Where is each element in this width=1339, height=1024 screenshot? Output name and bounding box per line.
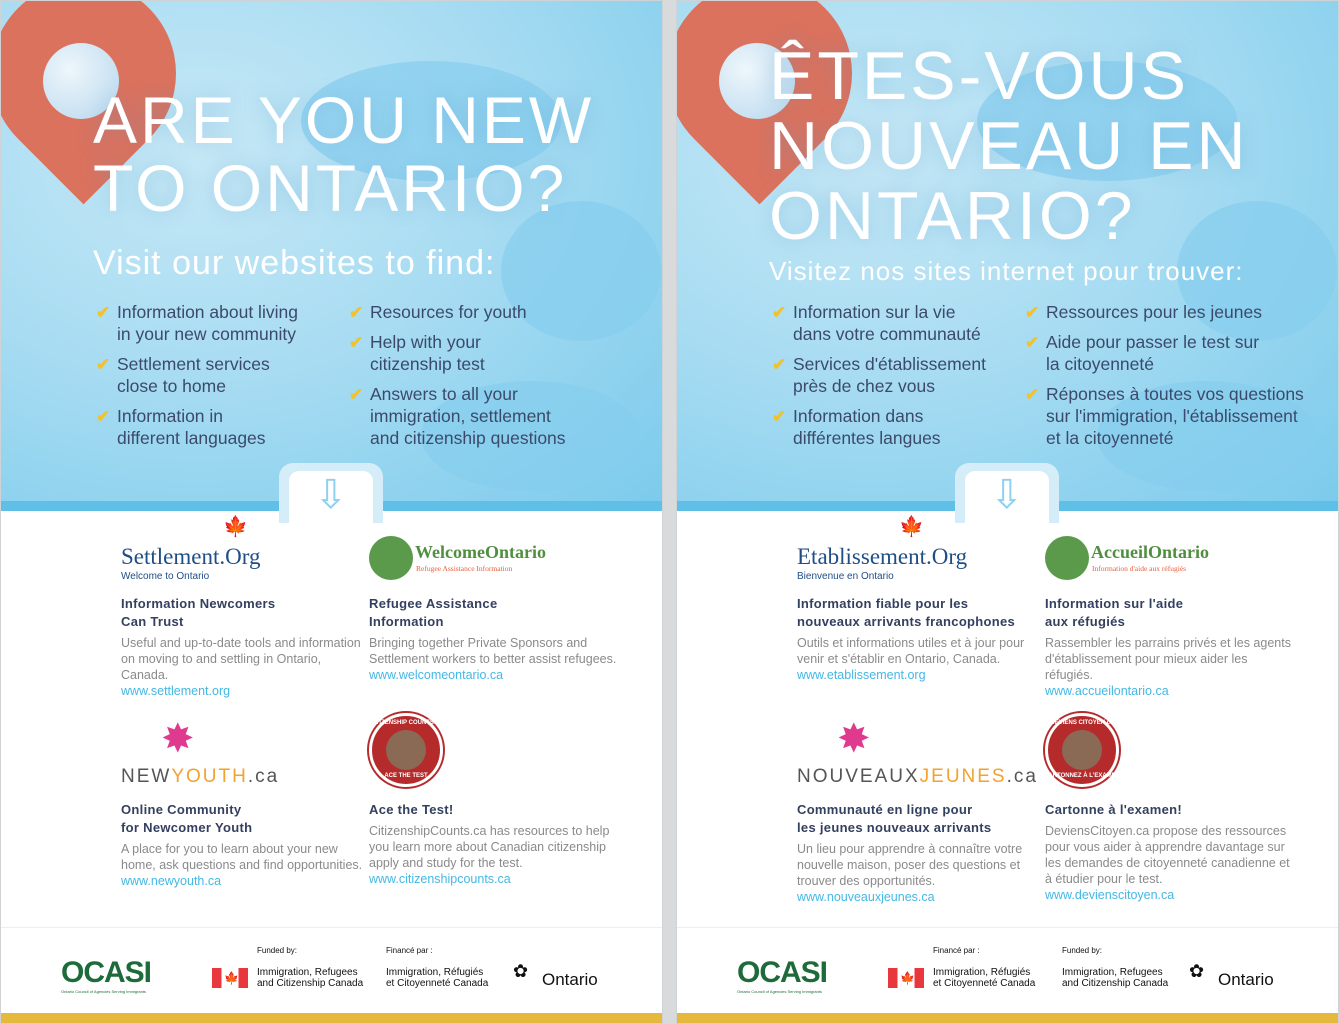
funded-label: Funded by: bbox=[1062, 946, 1103, 955]
card-citizenship bbox=[369, 721, 619, 887]
department-name: Immigration, Refugees and Citizenship Canada bbox=[1062, 967, 1169, 989]
welcome-logo: WelcomeOntario Refugee Assistance Information bbox=[369, 521, 619, 585]
ontario-logo: Ontario bbox=[542, 970, 598, 989]
ontario-map-icon bbox=[369, 536, 413, 580]
settlement-logo: 🍁 Settlement.Org Welcome to Ontario bbox=[121, 516, 261, 582]
ontario-logo: Ontario bbox=[1218, 970, 1274, 989]
youth-leaf-icon: ✸ bbox=[161, 717, 195, 761]
settlement-logo: 🍁 Etablissement.Org Bienvenue en Ontario bbox=[797, 516, 968, 582]
bullet-item: ✔ Réponses à toutes vos questions sur l'immigration, l'établissement et la citoyenneté bbox=[1025, 384, 1304, 448]
check-icon: ✔ bbox=[772, 407, 787, 426]
citizenship-badge: CITIZENSHIP COUNTS.ca ACE THE TEST bbox=[369, 721, 619, 785]
bullet-item: ✔ Services d'établissement près de chez vous bbox=[772, 354, 987, 396]
funded-label: Financé par : bbox=[386, 946, 433, 955]
card-welcome bbox=[369, 521, 619, 683]
card-link[interactable]: www.settlement.org bbox=[121, 684, 231, 698]
down-arrow-icon: ⇩ bbox=[314, 473, 348, 517]
department-name: Immigration, Réfugiés et Citoyenneté Canada bbox=[386, 967, 489, 989]
poster: ARE YOU NEW TO ONTARIO? Visit our websites to find: ✔ Information about living in your new community ✔ Settlement services close to home ✔ Information in different languages ✔ Resources for youth ✔ Help with your citizenship test ✔ Answers to all your immigration, settlement and citizenship questions ⇩ 🍁 Settlement.Org Welcome to Ontario Information Newcomers Can Trust Useful and up-to-date tools and information on moving to and settling in Ontario, Canada. www.settlement.org WelcomeOntario Refugee Assistance Information Refugee Assistance Information Bringing together Private Sponsors and Settlement workers to better assist refugees. www.welcomeontario.ca ✸ NEWYOUTH.ca Online Community for Newcomer Youth A place for you to learn about your new home, ask questions and find opportunities. www.newyouth.ca CITIZENSHIP COUNTS.ca ACE THE TEST Ace the Test! CitizenshipCounts.ca has resources to help you learn more about Canadian citizenship apply and study for the test. www.citizenshipcounts.ca OCASI Ontario Council of Agencies Serving Immigrants 🍁 Funded by: Immigration, Refugees and Citizenship Canada Financé par : Immigration, Réfugiés et Citoyenneté Canada ✿ Ontario bbox=[0, 0, 663, 1024]
card-link[interactable]: www.citizenshipcounts.ca bbox=[369, 872, 511, 886]
maple-leaf-icon: 🍁 bbox=[899, 516, 924, 538]
poster-title: ÊTES-VOUS NOUVEAU EN ONTARIO? bbox=[769, 38, 1249, 255]
check-icon: ✔ bbox=[96, 303, 111, 322]
bullet-item: ✔ Information sur la vie dans votre communauté bbox=[772, 302, 981, 344]
youth-logo: ✸ NEWYOUTH.ca bbox=[121, 717, 280, 787]
bullet-item: ✔ Resources for youth bbox=[349, 302, 527, 322]
card-link[interactable]: www.welcomeontario.ca bbox=[369, 668, 504, 682]
poster: ÊTES-VOUS NOUVEAU EN ONTARIO? Visitez nos sites internet pour trouver: ✔ Information sur la vie dans votre communauté ✔ Services d'établissement près de chez vous ✔ Information dans différentes langues ✔ Ressources pour les jeunes ✔ Aide pour passer le test sur la citoyenneté ✔ Réponses à toutes vos questions sur l'immigration, l'établissement et la citoyenneté ⇩ 🍁 Etablissement.Org Bienvenue en Ontario Information fiable pour les nouveaux arrivants francophones Outils et informations utiles et à jour pour venir et s'établir en Ontario, Canada. www.etablissement.org AccueilOntario Information d'aide aux réfugiés Information sur l'aide aux réfugiés Rassembler les parrains privés et les agents d'établissement pour mieux aider les réfugiés. www.accueilontario.ca ✸ NOUVEAUXJEUNES.ca Communauté en ligne pour les jeunes nouveaux arrivants Un lieu pour apprendre à connaître votre nouvelle maison, poser des questions et trouver des opportunités. www.nouveauxjeunes.ca DEVIENS CITOYEN.ca CARTONNEZ À L'EXAMEN Cartonne à l'examen! DeviensCitoyen.ca propose des ressources pour vous aider à apprendre davantage sur les demandes de citoyenneté canadienne et à étudier pour le test. www.devienscitoyen.ca OCASI Ontario Council of Agencies Serving Immigrants 🍁 Financé par : Immigration, Réfugiés et Citoyenneté Canada Funded by: Immigration, Refugees and Citizenship Canada ✿ Ontario bbox=[676, 0, 1339, 1024]
trillium-icon: ✿ bbox=[513, 961, 529, 981]
ontario-map-icon bbox=[1045, 536, 1089, 580]
welcome-logo: AccueilOntario Information d'aide aux réfugiés bbox=[1045, 521, 1295, 585]
bullet-item: ✔ Information in different languages bbox=[96, 406, 266, 448]
card-description: Outils et informations utiles et à jour pour venir et s'établir en Ontario, Canada. bbox=[797, 636, 1025, 666]
poster-title: ARE YOU NEW TO ONTARIO? bbox=[93, 83, 595, 225]
down-arrow-icon: ⇩ bbox=[990, 473, 1024, 517]
youth-logo: ✸ NOUVEAUXJEUNES.ca bbox=[797, 717, 1038, 787]
card-heading: Ace the Test! bbox=[369, 802, 454, 817]
canada-flag-icon: 🍁 bbox=[888, 968, 924, 988]
card-description: Un lieu pour apprendre à connaître votre nouvelle maison, poser des questions et trouver des opportunités. bbox=[797, 842, 1023, 888]
card-description: A place for you to learn about your new home, ask questions and find opportunities. bbox=[121, 842, 363, 872]
card-link[interactable]: www.newyouth.ca bbox=[121, 874, 222, 888]
card-description: CitizenshipCounts.ca has resources to help you learn more about Canadian citizenship apply and study for the test. bbox=[369, 824, 610, 870]
beaver-icon bbox=[1062, 730, 1102, 770]
funded-label: Funded by: bbox=[257, 946, 298, 955]
card-link[interactable]: www.devienscitoyen.ca bbox=[1045, 888, 1175, 902]
poster-subtitle: Visit our websites to find: bbox=[93, 244, 496, 282]
card-heading: Information fiable pour les nouveaux arrivants francophones bbox=[797, 596, 1016, 629]
card-link[interactable]: www.accueilontario.ca bbox=[1045, 684, 1169, 698]
ocasi-logo: OCASI bbox=[737, 956, 828, 989]
gold-bar bbox=[677, 1013, 1338, 1023]
card-heading: Cartonne à l'examen! bbox=[1045, 802, 1182, 817]
maple-leaf-icon: 🍁 bbox=[223, 516, 248, 538]
card-settlement bbox=[121, 516, 371, 699]
card-settlement bbox=[797, 516, 1047, 683]
check-icon: ✔ bbox=[1025, 303, 1040, 322]
bullet-item: ✔ Ressources pour les jeunes bbox=[1025, 302, 1262, 322]
card-description: Rassembler les parrains privés et les agents d'établissement pour mieux aider les réfugiés. bbox=[1045, 636, 1291, 682]
check-icon: ✔ bbox=[96, 407, 111, 426]
card-heading: Online Community for Newcomer Youth bbox=[121, 802, 253, 835]
bullet-list-left bbox=[96, 301, 341, 457]
poster-subtitle: Visitez nos sites internet pour trouver: bbox=[769, 256, 1244, 286]
department-name: Immigration, Réfugiés et Citoyenneté Canada bbox=[933, 967, 1036, 989]
card-heading: Information sur l'aide aux réfugiés bbox=[1045, 596, 1184, 629]
check-icon: ✔ bbox=[349, 385, 364, 404]
bullet-list-right bbox=[349, 301, 661, 457]
bullet-item: ✔ Settlement services close to home bbox=[96, 354, 270, 396]
check-icon: ✔ bbox=[96, 355, 111, 374]
department-name: Immigration, Refugees and Citizenship Canada bbox=[257, 967, 364, 989]
citizenship-badge: DEVIENS CITOYEN.ca CARTONNEZ À L'EXAMEN bbox=[1045, 721, 1295, 785]
bullet-item: ✔ Help with your citizenship test bbox=[349, 332, 485, 374]
check-icon: ✔ bbox=[772, 303, 787, 322]
bullet-item: ✔ Answers to all your immigration, settlement and citizenship questions bbox=[349, 384, 566, 448]
canada-flag-icon: 🍁 bbox=[212, 968, 248, 988]
gold-bar bbox=[1, 1013, 662, 1023]
check-icon: ✔ bbox=[772, 355, 787, 374]
bullet-item: ✔ Aide pour passer le test sur la citoyenneté bbox=[1025, 332, 1260, 374]
bullet-list-right bbox=[1025, 301, 1337, 457]
card-heading: Information Newcomers Can Trust bbox=[121, 596, 276, 629]
ocasi-logo: OCASI bbox=[61, 956, 152, 989]
card-heading: Refugee Assistance Information bbox=[369, 596, 498, 629]
card-description: Useful and up-to-date tools and information on moving to and settling in Ontario, Canada. bbox=[121, 636, 361, 682]
beaver-icon bbox=[386, 730, 426, 770]
card-heading: Communauté en ligne pour les jeunes nouveaux arrivants bbox=[797, 802, 992, 835]
funded-label: Financé par : bbox=[933, 946, 980, 955]
trillium-icon: ✿ bbox=[1189, 961, 1205, 981]
card-welcome bbox=[1045, 521, 1295, 699]
card-citizenship bbox=[1045, 721, 1295, 903]
card-youth bbox=[121, 717, 371, 889]
check-icon: ✔ bbox=[1025, 333, 1040, 352]
check-icon: ✔ bbox=[1025, 385, 1040, 404]
bullet-item: ✔ Information dans différentes langues bbox=[772, 406, 941, 448]
youth-leaf-icon: ✸ bbox=[837, 717, 871, 761]
card-link[interactable]: www.etablissement.org bbox=[797, 668, 926, 682]
bullet-item: ✔ Information about living in your new community bbox=[96, 302, 298, 344]
card-description: Bringing together Private Sponsors and Settlement workers to better assist refugees. bbox=[369, 636, 617, 666]
card-description: DeviensCitoyen.ca propose des ressources pour vous aider à apprendre davantage sur les demandes de citoyenneté canadienne et à étudier pour le test. bbox=[1045, 824, 1290, 886]
card-youth bbox=[797, 717, 1047, 905]
check-icon: ✔ bbox=[349, 303, 364, 322]
bullet-list-left bbox=[772, 301, 1017, 457]
card-link[interactable]: www.nouveauxjeunes.ca bbox=[797, 890, 935, 904]
check-icon: ✔ bbox=[349, 333, 364, 352]
